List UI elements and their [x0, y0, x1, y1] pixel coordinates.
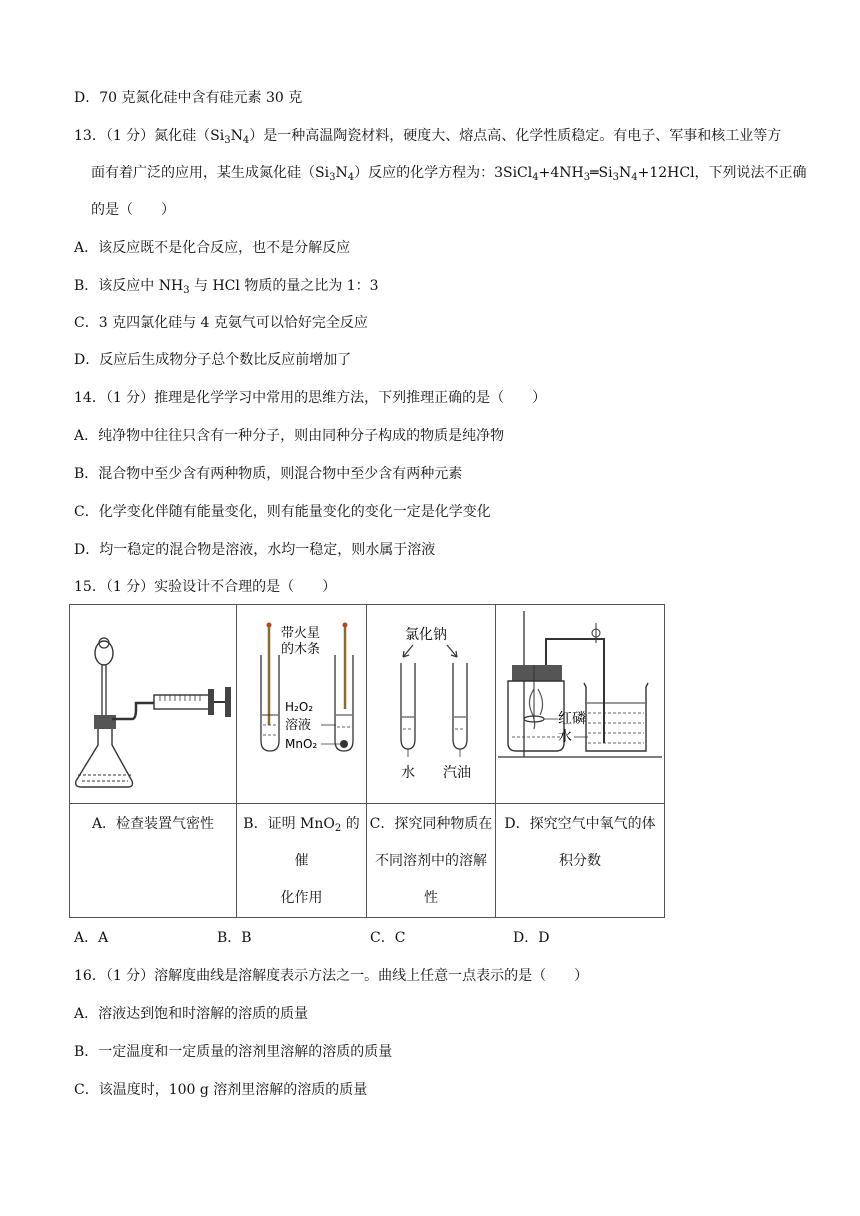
- q16-option-c: C．该温度时，100 g 溶剂里溶解的溶质的质量: [74, 1082, 368, 1098]
- figure-c-cell: [367, 605, 496, 804]
- q15-choice-a: A．A: [74, 930, 109, 946]
- q13-option-c: C．3 克四氯化硅与 4 克氨气可以恰好完全反应: [74, 315, 368, 331]
- b-h2o2-label: H₂O₂: [285, 700, 314, 714]
- b-label-line2: 的木条: [281, 642, 321, 657]
- q13-option-d: D．反应后生成物分子总个数比反应前增加了: [74, 352, 352, 368]
- q15-stem: 15．（1 分）实验设计不合理的是（ ）: [74, 579, 337, 595]
- figure-b-cell: [237, 605, 367, 804]
- q16-option-b: B．一定温度和一定质量的溶剂里溶解的溶质的质量: [74, 1044, 393, 1060]
- oxygen-volume-figure: [496, 605, 664, 803]
- experiment-table: [69, 604, 665, 918]
- caption-d: D．探究空气中氧气的体 积分数: [496, 804, 665, 918]
- d-water-label: 水: [558, 729, 572, 745]
- q13-stem-line1: 13．（1 分）氮化硅$(Si_3N_4)$是一种高温陶瓷材料，硬度大、熔点高、化学性质稳定。有电子、军事和核工业等方: [74, 128, 782, 146]
- q14-option-b: B．混合物中至少含有两种物质，则混合物中至少含有两种元素: [74, 466, 463, 482]
- catalyst-test-figure: [237, 605, 366, 803]
- q14-stem: 14．（1 分）推理是化学学习中常用的思维方法，下列推理正确的是（ ）: [74, 390, 547, 406]
- figure-a-cell: [70, 605, 237, 804]
- b-label-line1: 带火星: [281, 626, 321, 641]
- c-nacl-label: 氯化钠: [405, 627, 447, 643]
- airtightness-apparatus-figure: [70, 605, 236, 803]
- caption-b: B．证明 MnO$_2$ 的催 化作用: [237, 804, 367, 918]
- caption-a: A．检查装置气密性: [70, 804, 237, 918]
- figure-d-cell: [496, 605, 665, 804]
- b-solution-label: 溶液: [285, 718, 312, 733]
- b-mno2-label: MnO₂: [285, 737, 318, 751]
- q13-option-a: A．该反应既不是化合反应，也不是分解反应: [74, 240, 351, 256]
- q15-choice-b: B．B: [217, 930, 252, 946]
- q16-option-a: A．溶液达到饱和时溶解的溶质的质量: [74, 1006, 309, 1022]
- q15-choice-d: D．D: [513, 930, 550, 946]
- d-phosphorus-label: 红磷: [558, 711, 586, 727]
- q13-option-b: B．该反应中 $NH_3$ 与 HCl 物质的量之比为 1：3: [74, 278, 379, 296]
- q13-stem-line2: 面有着广泛的应用，某生成氮化硅$(Si_3N_4)$反应的化学方程为：$3SiCl_4+4NH_3═Si_3N_4+12HCl$，下列说法不正确: [91, 165, 807, 183]
- q12-option-d: D．70 克氮化硅中含有硅元素 30 克: [74, 90, 303, 106]
- q14-option-d: D．均一稳定的混合物是溶液，水均一稳定，则水属于溶液: [74, 542, 436, 558]
- q14-option-a: A．纯净物中往往只含有一种分子，则由同种分子构成的物质是纯净物: [74, 428, 505, 444]
- q13-stem-line3: 的是（ ）: [91, 202, 175, 218]
- q14-option-c: C．化学变化伴随有能量变化，则有能量变化的变化一定是化学变化: [74, 504, 491, 520]
- c-water-label: 水: [401, 765, 415, 781]
- q16-stem: 16．（1 分）溶解度曲线是溶解度表示方法之一。曲线上任意一点表示的是（ ）: [74, 968, 589, 984]
- q15-choice-c: C．C: [370, 930, 406, 946]
- caption-c: C．探究同种物质在 不同溶剂中的溶解 性: [367, 804, 496, 918]
- solubility-test-figure: [367, 605, 495, 803]
- c-gasoline-label: 汽油: [443, 765, 471, 781]
